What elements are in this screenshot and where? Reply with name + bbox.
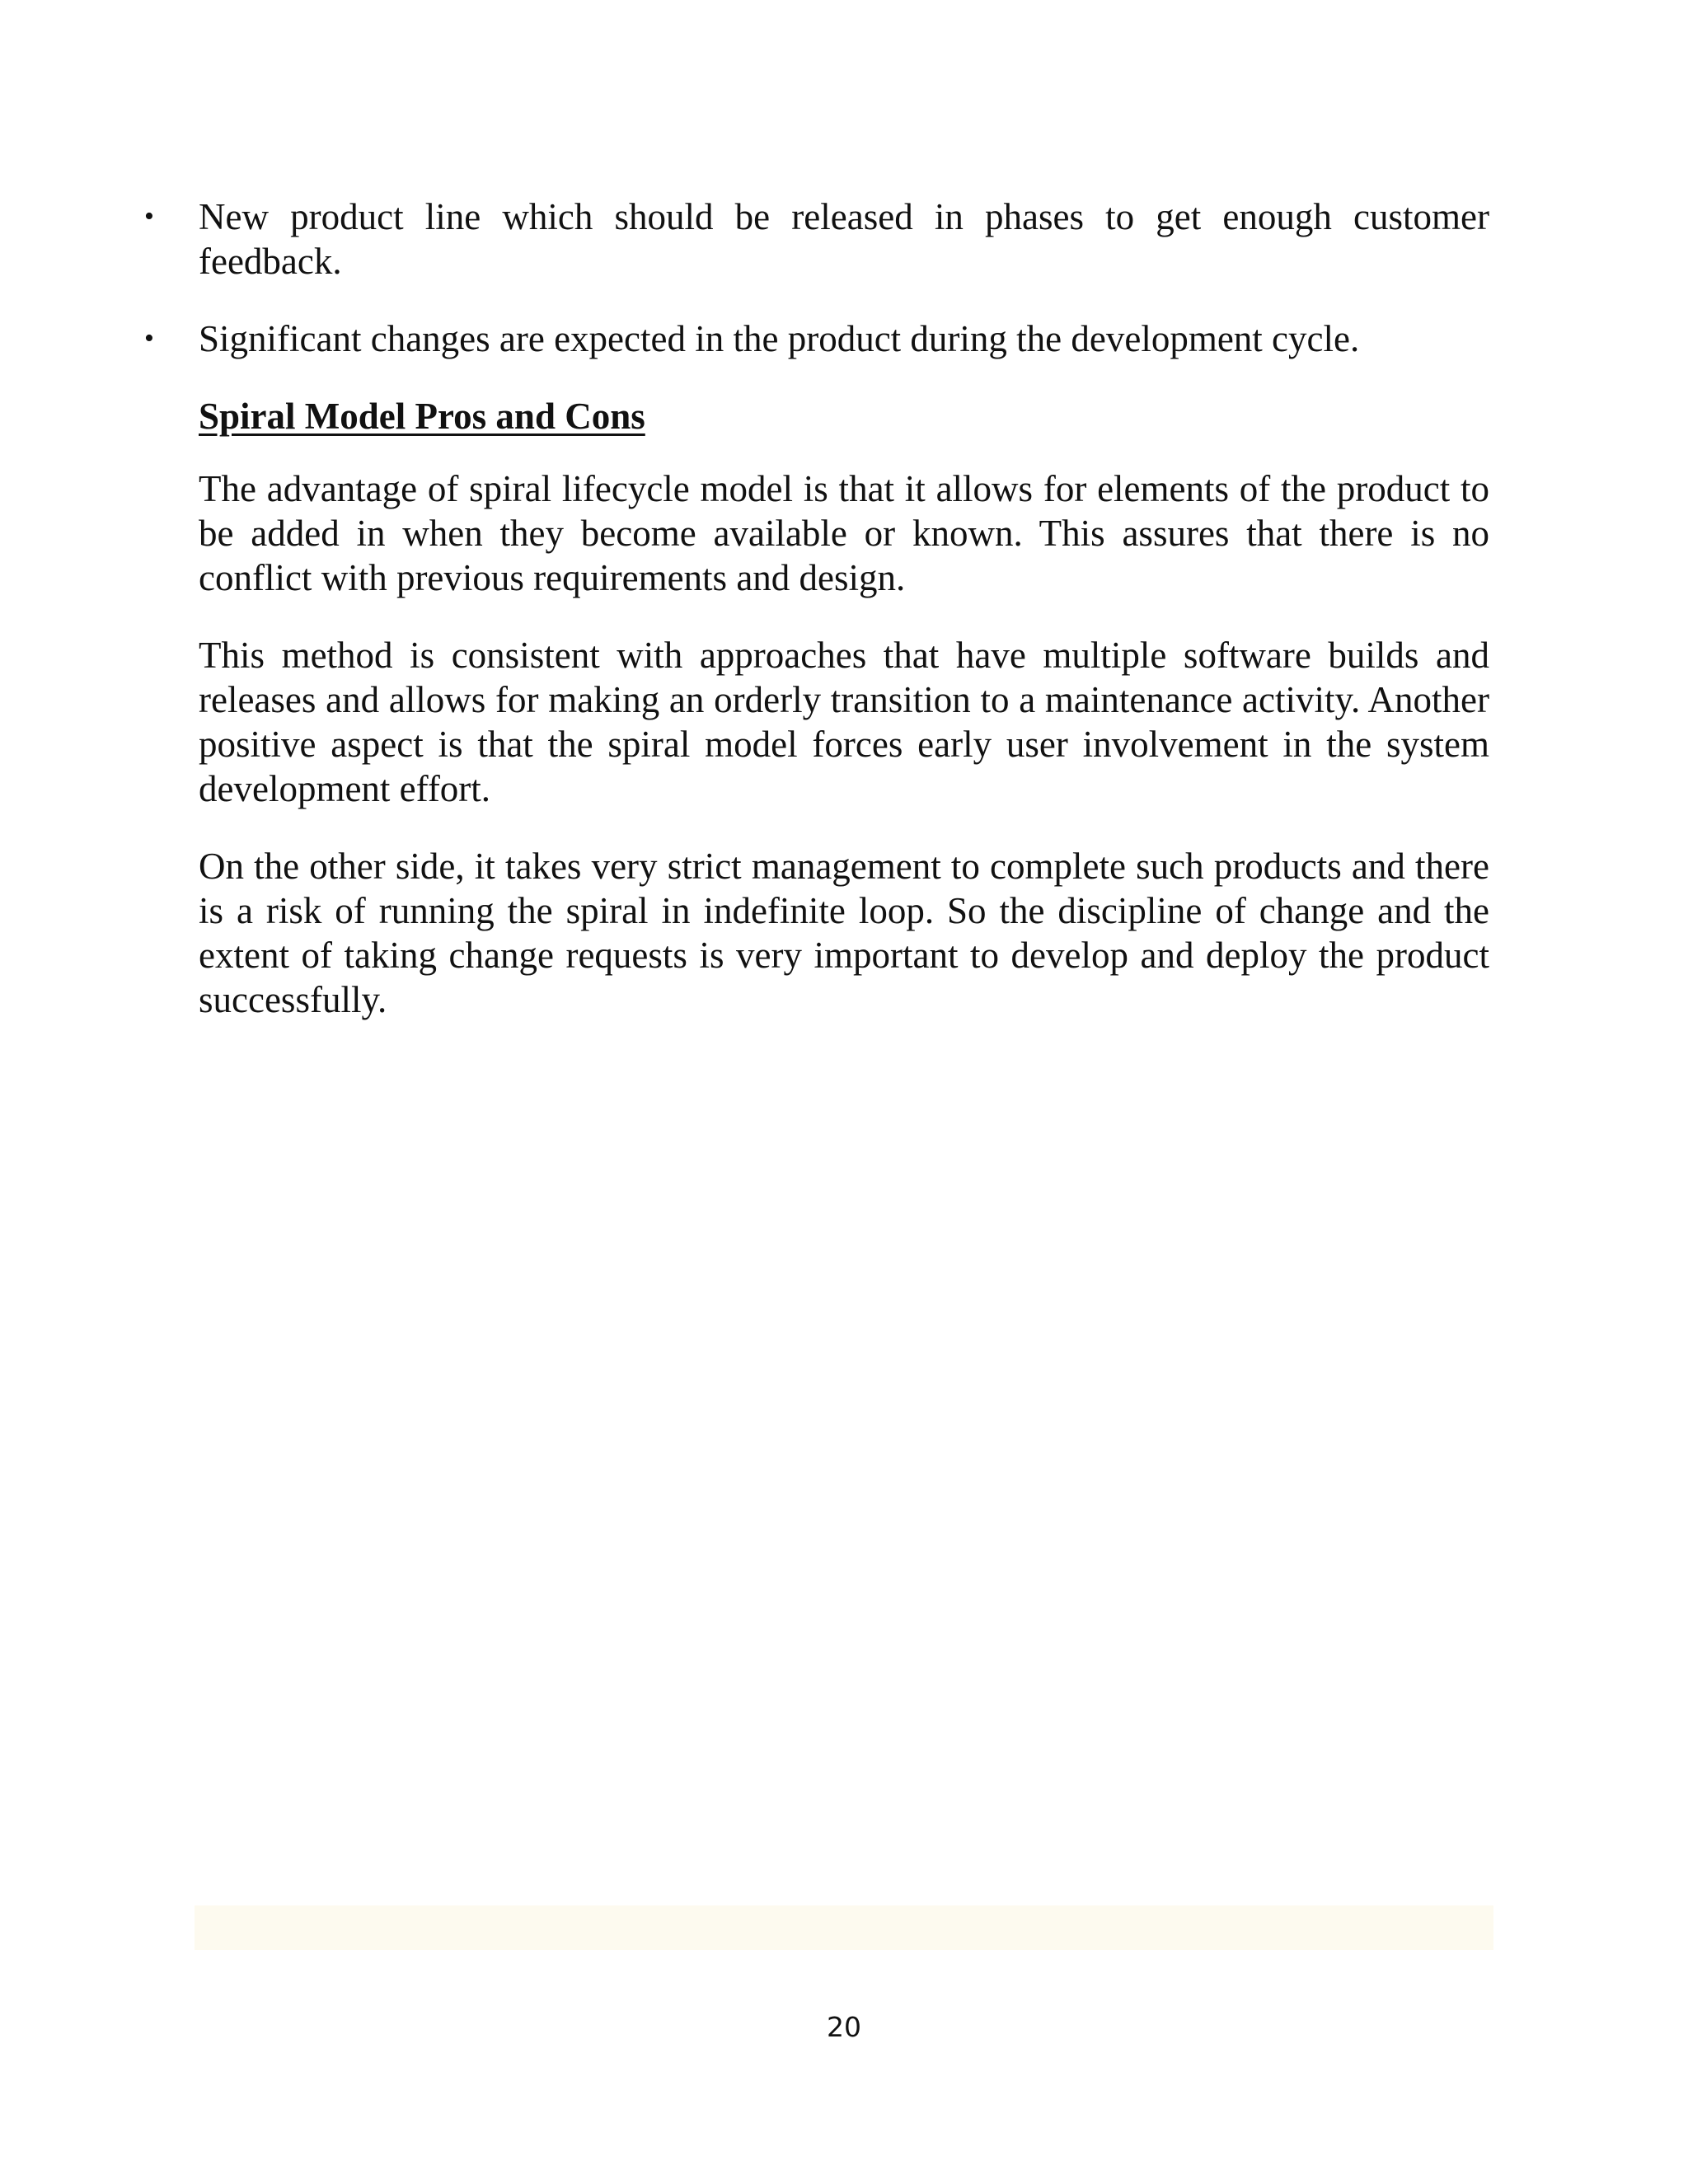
paragraph-disadvantages: On the other side, it takes very strict management to complete such products and there is a risk of running the spiral in indefinite loop. So the discipline of change and the extent of taking change requests is very important to develop and deploy the product successfully. (199, 846, 1489, 1020)
bullet-text: New product line which should be released in phases to get enough customer feedback. (199, 196, 1489, 282)
section-heading: Spiral Model Pros and Cons (199, 396, 645, 437)
footer-band (195, 1905, 1493, 1950)
bullet-text: Significant changes are expected in the product during the development cycle. (199, 318, 1360, 359)
list-item (144, 316, 1489, 361)
paragraph-consistency: This method is consistent with approaches that have multiple software builds and releases and allows for making an orderly transition to a maintenance activity. Another positive aspect is that the spiral model forces early user involvement in the system development effort. (199, 635, 1489, 809)
document-body (144, 194, 1489, 1055)
bullet-icon: • (144, 323, 154, 354)
bullet-icon: • (144, 201, 154, 232)
list-item (144, 194, 1489, 284)
bullet-list (144, 194, 1489, 361)
paragraph-advantages: The advantage of spiral lifecycle model is that it allows for elements of the product to be added in when they become available or known. This assures that there is no conflict with previous requirements and design. (199, 468, 1489, 598)
page-number: 20 (827, 2011, 861, 2043)
